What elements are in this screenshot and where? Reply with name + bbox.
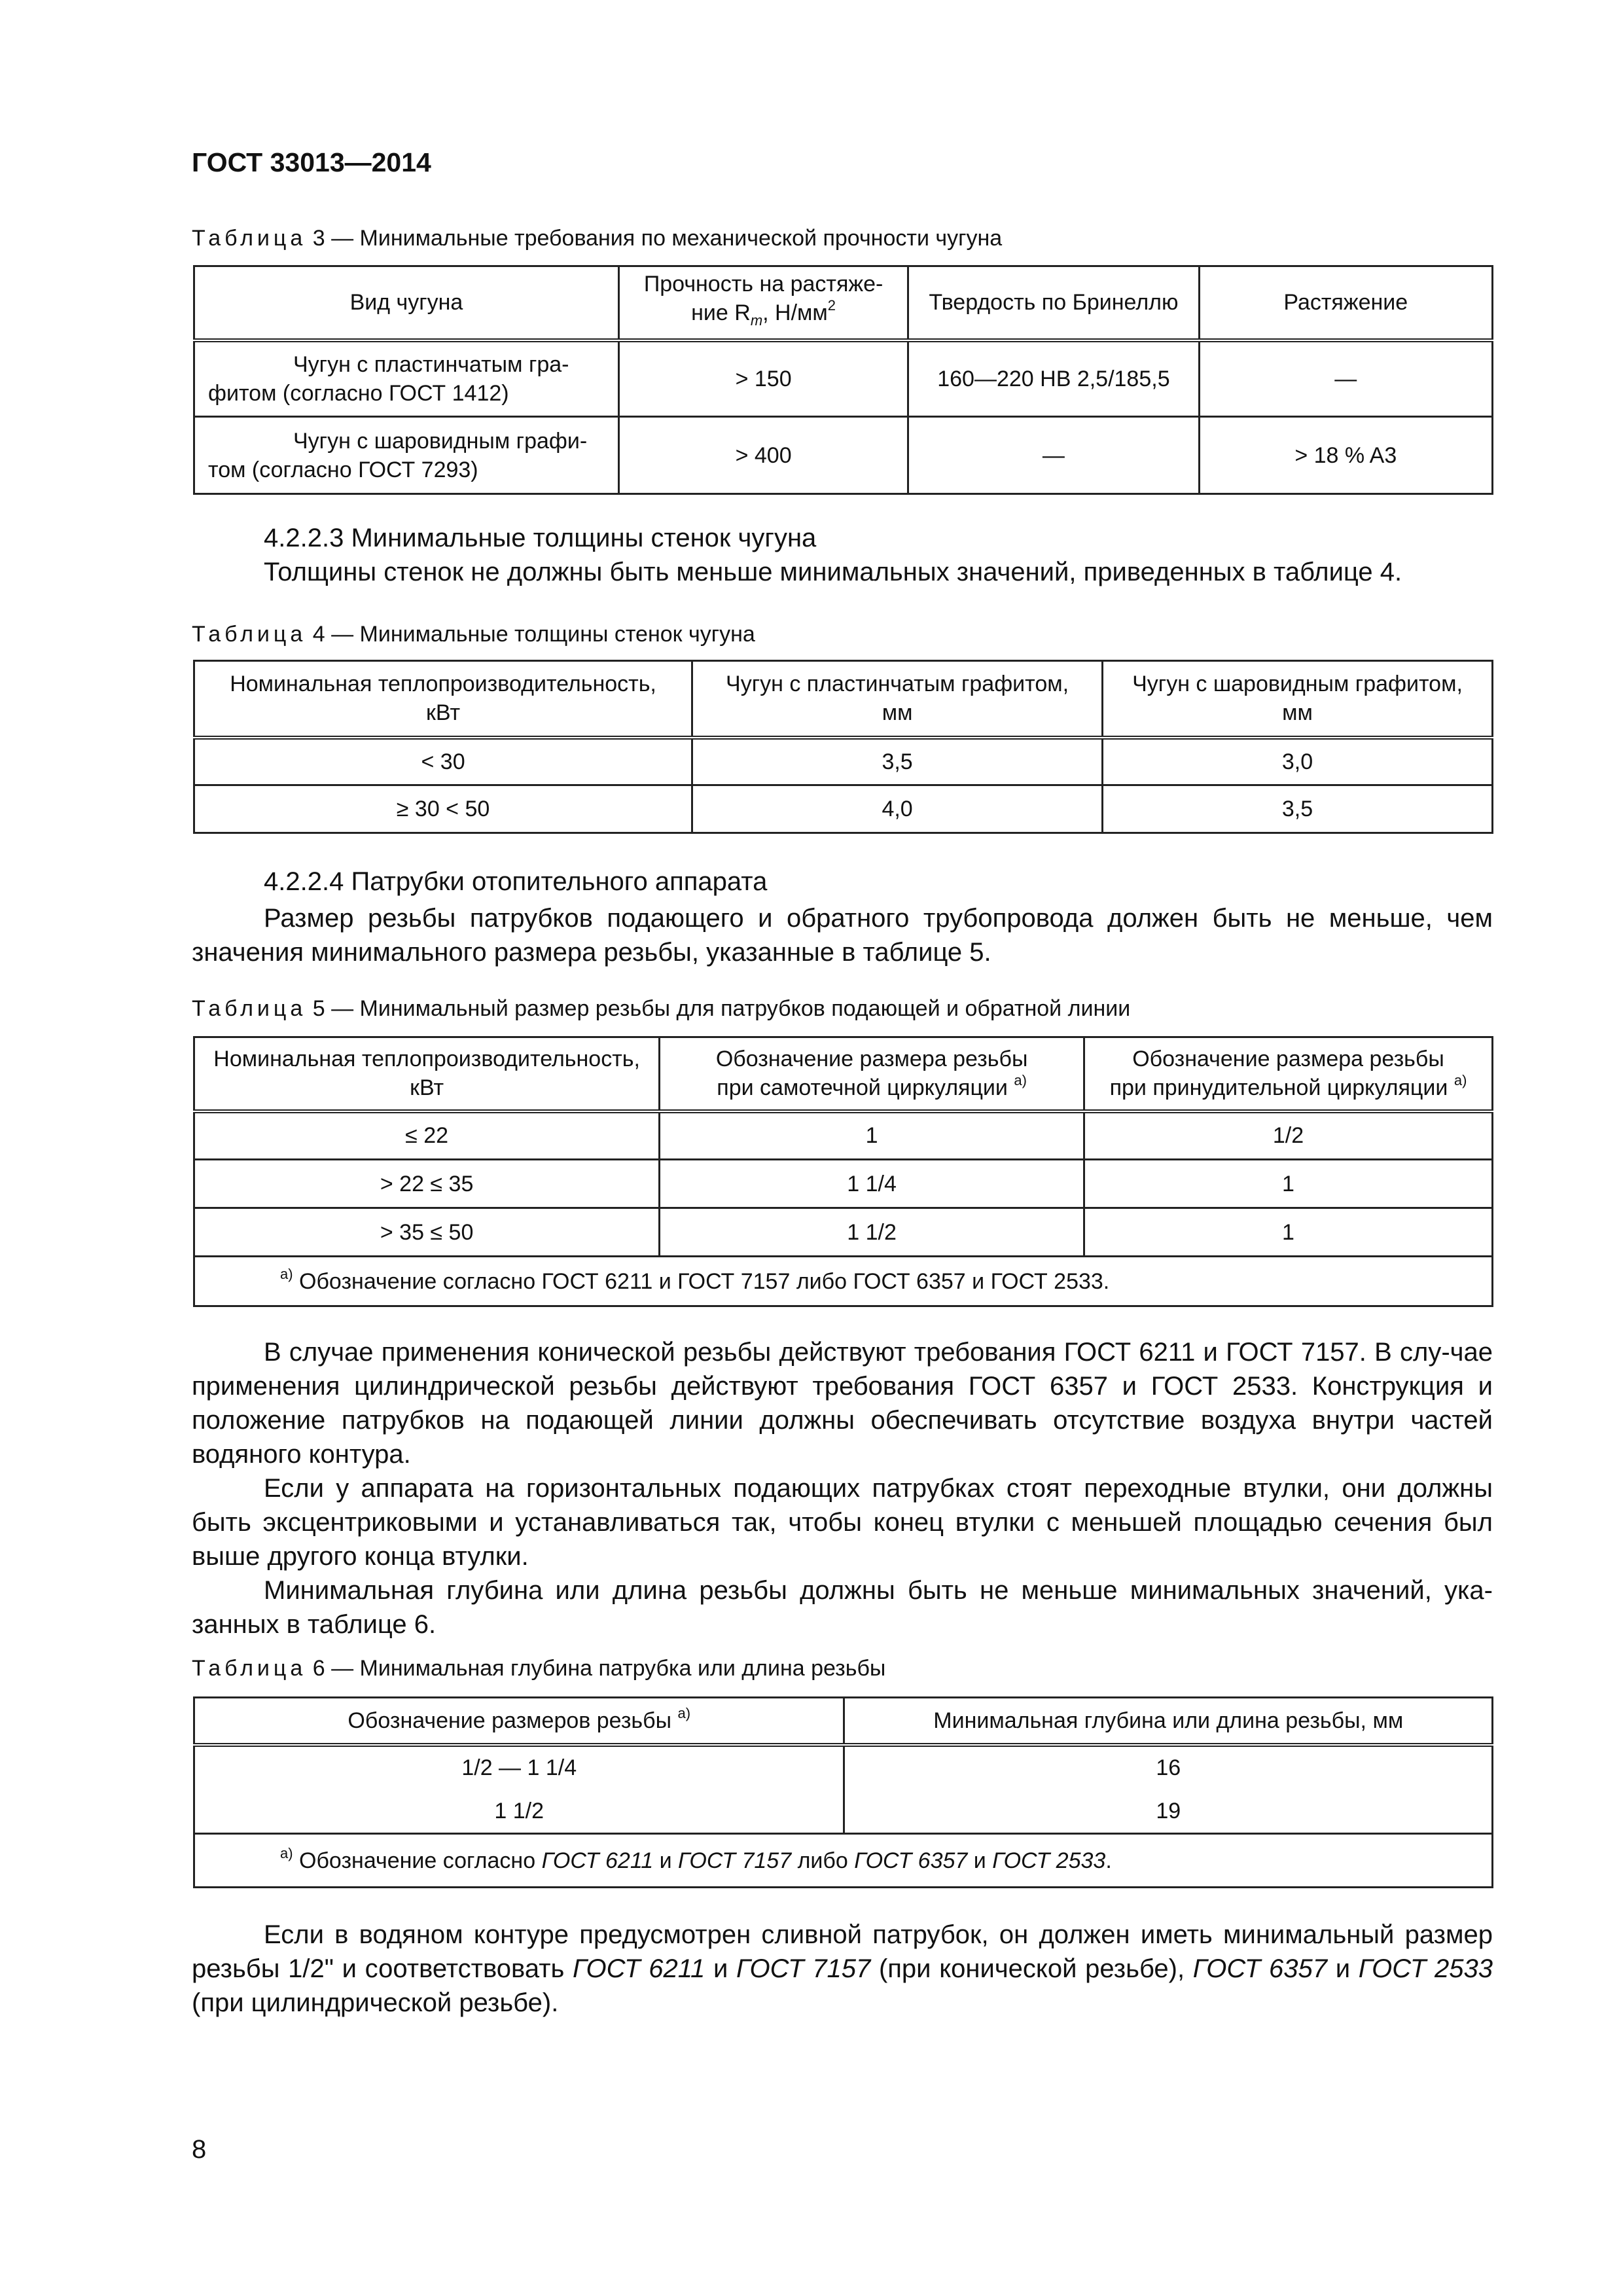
table-cell: 4,0 bbox=[692, 785, 1103, 833]
text-run: и bbox=[705, 1954, 737, 1983]
table4-header-cell bbox=[692, 661, 1103, 738]
table4-header-cell bbox=[1103, 661, 1493, 738]
table-cell: ≥ 30 < 50 bbox=[194, 785, 692, 833]
table-cell: 1 bbox=[1084, 1208, 1493, 1257]
table-cell: > 22 ≤ 35 bbox=[194, 1160, 660, 1208]
footnote-text: Обозначение согласно bbox=[293, 1848, 542, 1873]
table3-header-cell bbox=[618, 266, 908, 340]
page-number: 8 bbox=[192, 2135, 207, 2164]
header-line: Номинальная теплопроизводительность, bbox=[230, 672, 656, 697]
header-line: при принудительной циркуляции bbox=[1109, 1075, 1454, 1101]
table5-header-cell bbox=[194, 1037, 660, 1111]
body-text bbox=[192, 1335, 1493, 1641]
header-line: мм bbox=[1282, 700, 1313, 726]
table3-header-cell: Вид чугуна bbox=[194, 266, 619, 340]
table6-caption-text: 6 — Минимальная глубина патрубка или длина резьбы bbox=[306, 1656, 886, 1681]
header-line: Номинальная теплопроизводительность, bbox=[213, 1047, 640, 1072]
table4-caption bbox=[192, 622, 755, 647]
cell-line: Чугун с пластинчатым гра- bbox=[293, 351, 569, 377]
table-cell: 3,5 bbox=[692, 738, 1103, 785]
table-cell bbox=[194, 417, 619, 494]
table4-caption-text: 4 — Минимальные толщины стенок чугуна bbox=[306, 622, 755, 647]
table3-header-cell: Растяжение bbox=[1199, 266, 1492, 340]
paragraph: Если у аппарата на горизонтальных подающих патрубках стоят переходные втулки, они должны быть эксцентриковыми и устанавливаться так, чтобы конец втулки с меньшей площадью сечения был выше другого конца втулки. bbox=[192, 1474, 1493, 1571]
table5-note-row bbox=[194, 1257, 1493, 1306]
subscript: m bbox=[750, 312, 763, 329]
table-row bbox=[194, 785, 1493, 833]
table-row bbox=[194, 1208, 1493, 1257]
table3-caption-word: Таблица bbox=[192, 226, 307, 251]
table-cell: ≤ 22 bbox=[194, 1111, 660, 1160]
footnote-mark: а) bbox=[1014, 1072, 1027, 1089]
table-cell: > 400 bbox=[618, 417, 908, 494]
footnote-mark: а) bbox=[677, 1704, 691, 1721]
section-4223-text: Толщины стенок не должны быть меньше минимальных значений, приведенных в таблице 4. bbox=[264, 558, 1402, 586]
text-run: ГОСТ 6357 bbox=[1192, 1954, 1328, 1983]
header-line: ние R bbox=[691, 300, 751, 326]
text-run: (при конической резьбе), bbox=[870, 1954, 1193, 1983]
table-cell: 16 bbox=[844, 1745, 1493, 1789]
table-footnote bbox=[194, 1834, 1493, 1888]
table3-header-cell: Твердость по Бринеллю bbox=[908, 266, 1199, 340]
table-row bbox=[194, 417, 1493, 494]
text-run: Если в водяном контуре предусмотрен сливной патрубок, он должен иметь минимальный размер резьбы 1/2" и соответствовать bbox=[192, 1920, 1493, 1983]
table-cell: 1 1/2 bbox=[660, 1208, 1084, 1257]
table-cell: > 35 ≤ 50 bbox=[194, 1208, 660, 1257]
section-4224-text bbox=[192, 901, 1493, 969]
paragraph bbox=[192, 1918, 1493, 2020]
table6-caption bbox=[192, 1656, 885, 1681]
final-text bbox=[192, 1918, 1493, 2020]
text-run: (при цилиндрической резьбе). bbox=[192, 1988, 559, 2017]
footnote-text: ГОСТ 6357 bbox=[854, 1848, 968, 1873]
header-line: Чугун с шаровидным графитом, bbox=[1132, 672, 1463, 697]
header-line: кВт bbox=[426, 700, 461, 726]
table-cell: 3,0 bbox=[1103, 738, 1493, 785]
table-cell bbox=[194, 340, 619, 417]
footnote-text: ГОСТ 2533 bbox=[992, 1848, 1106, 1873]
text-run: ГОСТ 6211 bbox=[573, 1954, 705, 1983]
table4-header-cell bbox=[194, 661, 692, 738]
superscript: 2 bbox=[827, 297, 836, 314]
table-cell: 1 bbox=[1084, 1160, 1493, 1208]
table4 bbox=[193, 660, 1493, 834]
footnote-mark: а) bbox=[280, 1844, 293, 1861]
table5 bbox=[193, 1036, 1493, 1307]
header-line: , Н/мм bbox=[762, 300, 828, 326]
paragraph: Минимальная глубина или длина резьбы должны быть не меньше минимальных значений, ука-занных в таблице 6. bbox=[192, 1576, 1493, 1639]
footnote-mark: а) bbox=[1454, 1072, 1467, 1089]
table6 bbox=[193, 1696, 1493, 1888]
table3-header-row bbox=[194, 266, 1493, 340]
table6-note-row bbox=[194, 1834, 1493, 1888]
table-row bbox=[194, 1789, 1493, 1834]
footnote-text: либо bbox=[791, 1848, 855, 1873]
document-header: ГОСТ 33013—2014 bbox=[192, 147, 431, 177]
table6-header-cell: Минимальная глубина или длина резьбы, мм bbox=[844, 1698, 1493, 1745]
table6-header-row bbox=[194, 1698, 1493, 1745]
footnote-text: и bbox=[653, 1848, 679, 1873]
footnote-text: и bbox=[967, 1848, 993, 1873]
table5-header-cell bbox=[660, 1037, 1084, 1111]
table-row bbox=[194, 1745, 1493, 1789]
table-row bbox=[194, 340, 1493, 417]
paragraph: В случае применения конической резьбы действуют требования ГОСТ 6211 и ГОСТ 7157. В слу-чае применения цилиндрической резьбы действуют требования ГОСТ 6357 и ГОСТ 2533. Конструкция и положение патрубков на подающей линии должны обеспечивать отсутствие воздуха внутри частей водяного контура. bbox=[192, 1338, 1493, 1469]
table5-caption bbox=[192, 996, 1130, 1022]
table-row bbox=[194, 738, 1493, 785]
header-line: Прочность на растяже- bbox=[643, 272, 883, 297]
table6-header-cell bbox=[194, 1698, 844, 1745]
footnote-text: ГОСТ 6211 bbox=[541, 1848, 654, 1873]
table5-caption-word: Таблица bbox=[192, 996, 307, 1021]
table5-caption-text: 5 — Минимальный размер резьбы для патрубков подающей и обратной линии bbox=[306, 996, 1131, 1021]
table-cell: 1 1/2 bbox=[194, 1789, 844, 1834]
text-run: ГОСТ 7157 bbox=[736, 1954, 871, 1983]
table-cell: > 150 bbox=[618, 340, 908, 417]
table-cell: 1 bbox=[660, 1111, 1084, 1160]
table-cell: > 18 % A3 bbox=[1199, 417, 1492, 494]
table-cell: 160—220 НВ 2,5/185,5 bbox=[908, 340, 1199, 417]
paragraph: Размер резьбы патрубков подающего и обратного трубопровода должен быть не меньше, чем значения минимального размера резьбы, указанные в таблице 5. bbox=[192, 904, 1493, 967]
header-line: Чугун с пластинчатым графитом, bbox=[726, 672, 1069, 697]
table-cell: 1/2 bbox=[1084, 1111, 1493, 1160]
table4-header-row bbox=[194, 661, 1493, 738]
table-cell: < 30 bbox=[194, 738, 692, 785]
table-row bbox=[194, 1111, 1493, 1160]
cell-line: фитом (согласно ГОСТ 1412) bbox=[208, 380, 509, 406]
table3-caption-text: 3 — Минимальные требования по механической прочности чугуна bbox=[306, 226, 1003, 251]
text-run: и bbox=[1327, 1954, 1359, 1983]
header-line: Обозначение размера резьбы bbox=[1132, 1047, 1444, 1072]
table6-caption-word: Таблица bbox=[192, 1656, 307, 1681]
header-line: Обозначение размера резьбы bbox=[715, 1047, 1028, 1072]
text-run: ГОСТ 2533 bbox=[1358, 1954, 1493, 1983]
table3 bbox=[193, 265, 1493, 495]
table-cell: — bbox=[1199, 340, 1492, 417]
header-line: кВт bbox=[410, 1075, 444, 1101]
header-line: мм bbox=[882, 700, 913, 726]
section-4223-heading: 4.2.2.3 Минимальные толщины стенок чугуна bbox=[264, 524, 817, 552]
cell-line: Чугун с шаровидным графи- bbox=[293, 428, 588, 454]
table4-caption-word: Таблица bbox=[192, 622, 307, 647]
table-cell: 19 bbox=[844, 1789, 1493, 1834]
table5-header-cell bbox=[1084, 1037, 1493, 1111]
header-line: при самотечной циркуляции bbox=[717, 1075, 1014, 1101]
cell-line: том (согласно ГОСТ 7293) bbox=[208, 457, 478, 482]
section-4224-heading: 4.2.2.4 Патрубки отопительного аппарата bbox=[264, 867, 768, 896]
header-line: Обозначение размеров резьбы bbox=[348, 1708, 678, 1733]
footnote-text: . bbox=[1105, 1848, 1112, 1873]
table-footnote bbox=[194, 1257, 1493, 1306]
footnote-mark: а) bbox=[280, 1265, 293, 1282]
footnote-text: Обозначение согласно ГОСТ 6211 и ГОСТ 7157 либо ГОСТ 6357 и ГОСТ 2533. bbox=[293, 1268, 1110, 1294]
table5-header-row bbox=[194, 1037, 1493, 1111]
table-cell: 1/2 — 1 1/4 bbox=[194, 1745, 844, 1789]
table-row bbox=[194, 1160, 1493, 1208]
footnote-text: ГОСТ 7157 bbox=[678, 1848, 792, 1873]
table3-caption bbox=[192, 226, 1002, 251]
table-cell: — bbox=[908, 417, 1199, 494]
table-cell: 3,5 bbox=[1103, 785, 1493, 833]
table-cell: 1 1/4 bbox=[660, 1160, 1084, 1208]
